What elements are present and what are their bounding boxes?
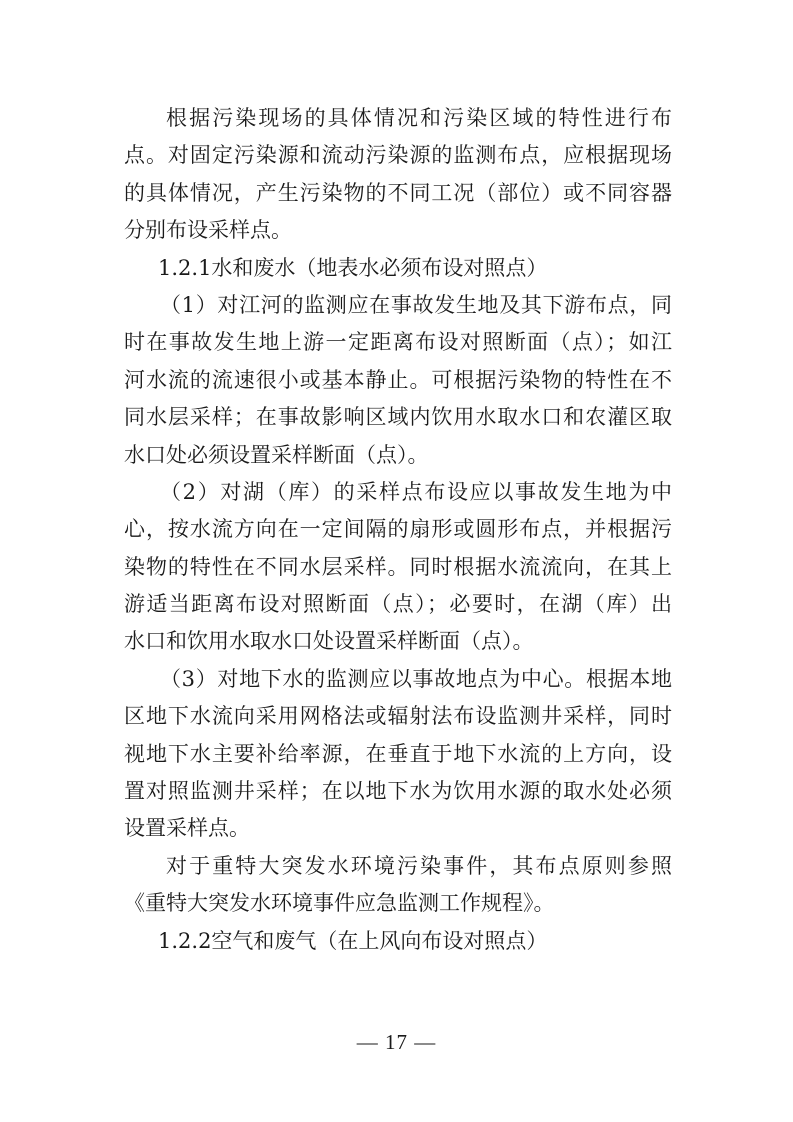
- paragraph-line: 区地下水流向采用网格法或辐射法布设监测井采样，同时: [124, 704, 672, 729]
- paragraph-line: 水口处必须设置采样断面（点）。: [124, 442, 429, 467]
- paragraph-line: 染物的特性在不同水层采样。同时根据水流流向，在其上: [124, 554, 672, 579]
- paragraph-line: 设置采样点。: [124, 816, 250, 841]
- paragraph-line: 分别布设采样点。: [124, 218, 292, 243]
- paragraph-line: 游适当距离布设对照断面（点）；必要时，在湖（库）出: [124, 592, 672, 617]
- paragraph-line: 同水层采样；在事故影响区域内饮用水取水口和农灌区取: [124, 405, 672, 430]
- paragraph-line: 的具体情况，产生污染物的不同工况（部位）或不同容器: [124, 180, 672, 205]
- paragraph-line: 视地下水主要补给率源，在垂直于地下水流的上方向，设: [124, 741, 672, 766]
- paragraph-line: 《重特大突发水环境事件应急监测工作规程》。: [124, 891, 555, 916]
- paragraph-line: （3）对地下水的监测应以事故地点为中心。根据本地: [160, 666, 672, 691]
- paragraph-line: 河水流的流速很小或基本静止。可根据污染物的特性在不: [124, 367, 672, 392]
- section-heading-1-2-2: 1.2.2空气和废气（在上风向布设对照点）: [158, 928, 548, 953]
- paragraph-line: 置对照监测井采样；在以地下水为饮用水源的取水处必须: [124, 779, 672, 804]
- paragraph-line: 根据污染现场的具体情况和污染区域的特性进行布: [166, 106, 672, 130]
- document-body: [124, 100, 672, 960]
- paragraph-line: （2）对湖（库）的采样点布设应以事故发生地为中: [160, 479, 672, 504]
- paragraph-line: 时在事故发生地上游一定距离布设对照断面（点）；如江: [124, 330, 672, 355]
- paragraph-line: 水口和饮用水取水口处设置采样断面（点）。: [124, 629, 534, 654]
- paragraph-line: （1）对江河的监测应在事故发生地及其下游布点，同: [160, 292, 672, 317]
- section-heading-1-2-1: 1.2.1水和废水（地表水必须布设对照点）: [158, 255, 548, 280]
- page-number: — 17 —: [356, 1030, 437, 1054]
- paragraph-line: 对于重特大突发水环境污染事件，其布点原则参照: [166, 853, 672, 878]
- paragraph-line: 心，按水流方向在一定间隔的扇形或圆形布点，并根据污: [124, 517, 672, 542]
- paragraph-line: 点。对固定污染源和流动污染源的监测布点，应根据现场: [124, 143, 672, 168]
